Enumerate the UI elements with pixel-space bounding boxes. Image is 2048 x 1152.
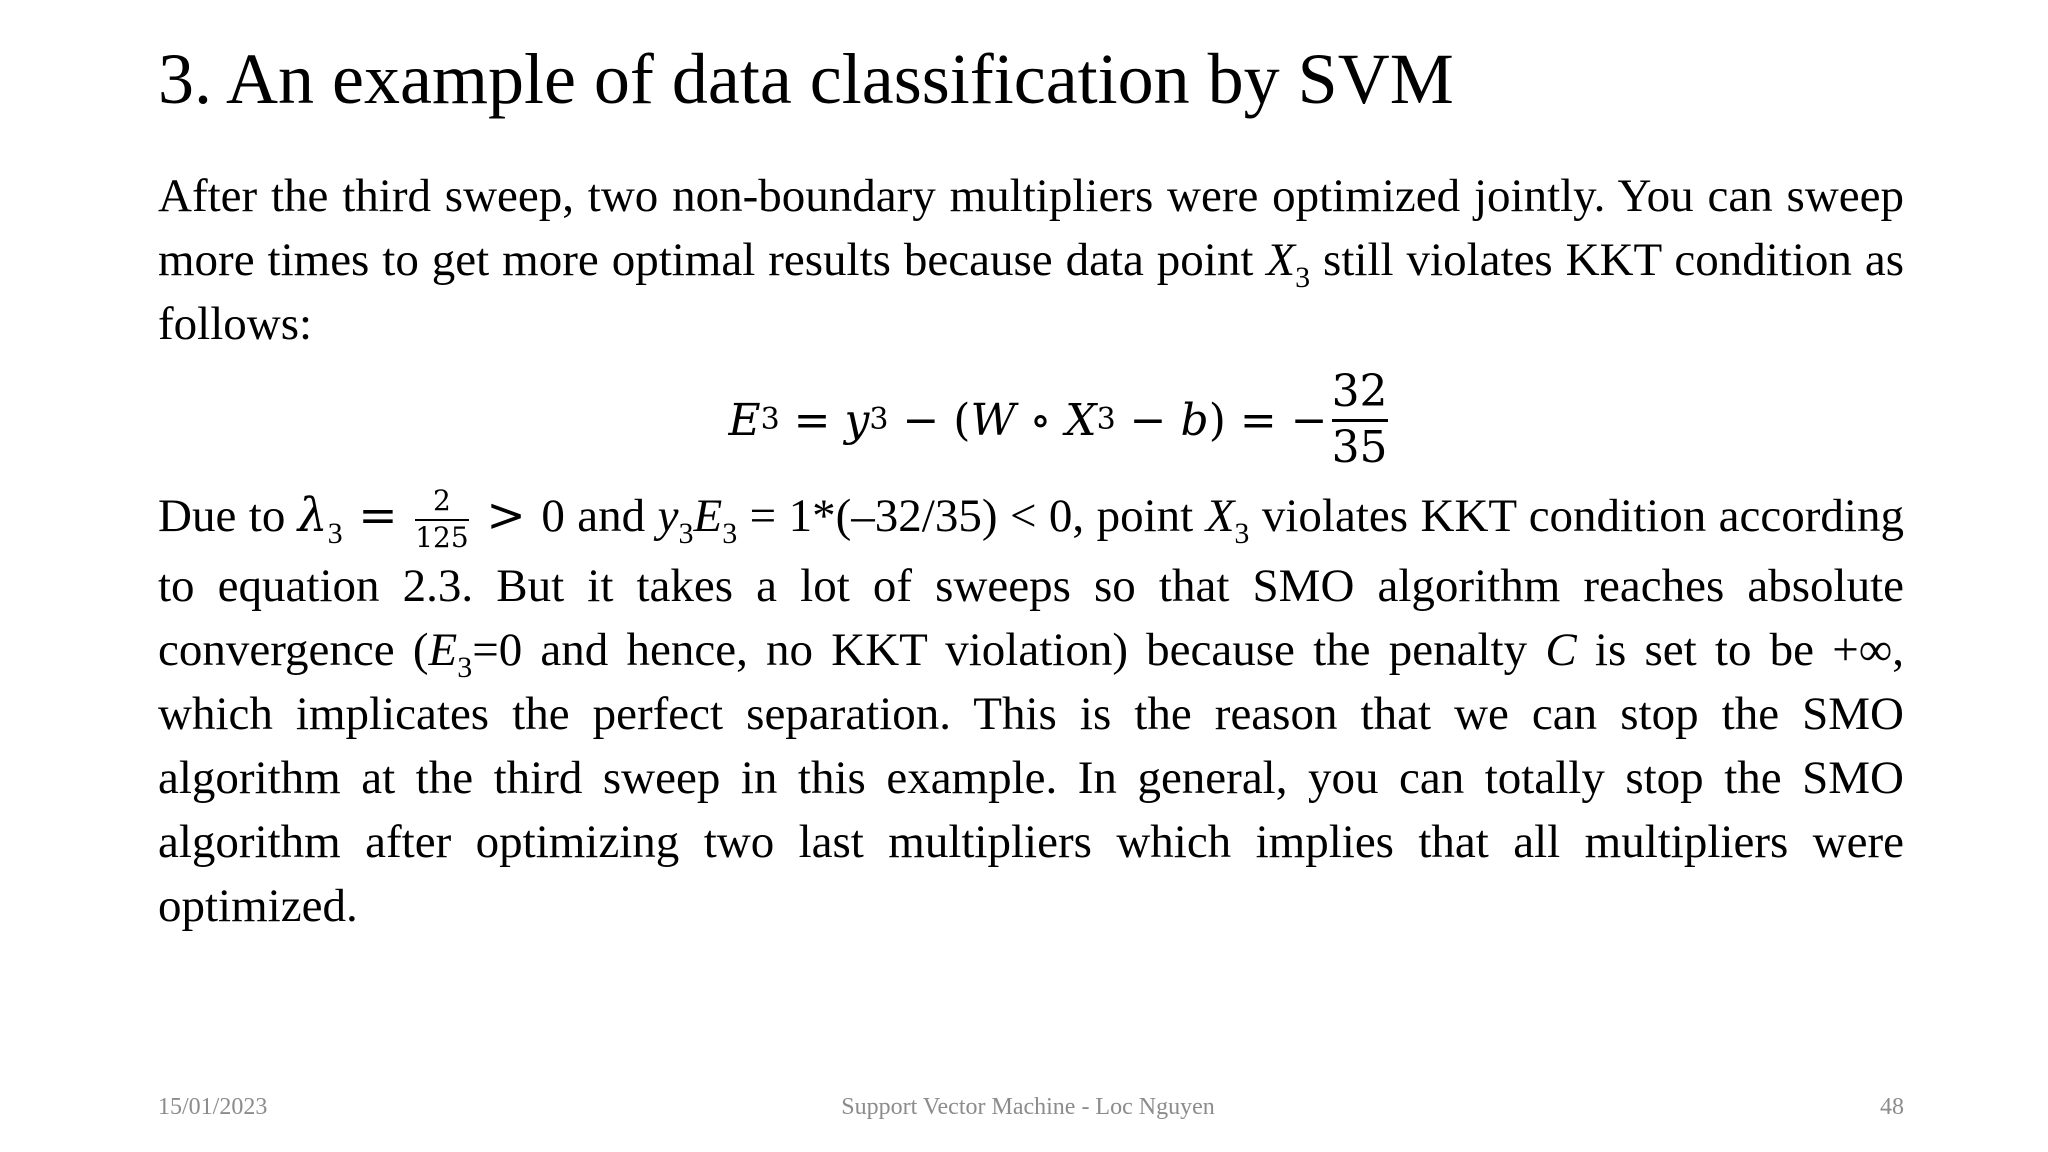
paragraph-kkt [158, 484, 1904, 938]
inline-fraction [415, 486, 468, 554]
math-lambda: λ [297, 488, 328, 543]
eq-denominator: 35 [1331, 421, 1388, 473]
variable-e: E [693, 490, 723, 542]
text-run: is set to be +∞, which implicates the perfect separation. This is the reason that we can stop the SMO algorithm at the third sweep in this example. In general, you can totally stop the SMO algorithm after optimizing two last multipliers which implies that all multipliers were optimized. [158, 624, 1904, 933]
eq-fraction [1332, 368, 1388, 472]
equation-e3 [0, 356, 2048, 484]
math-operator: = [342, 488, 414, 543]
subscript: 3 [1295, 261, 1311, 294]
eq-var-e: E [728, 394, 761, 446]
footer-date: 15/01/2023 [158, 1094, 268, 1120]
fraction-denominator: 125 [415, 521, 469, 555]
eq-var-b: b [1180, 394, 1209, 446]
page-number: 48 [1880, 1094, 1904, 1120]
text-run: still violates KKT condition as follows: [158, 234, 1904, 350]
eq-operator: − ( [888, 394, 971, 446]
variable-x: X [1266, 234, 1296, 286]
variable-x: X [1205, 490, 1235, 542]
math-operator: > [470, 488, 542, 543]
text-run: = 1*(–32/35) < 0, point [737, 490, 1206, 542]
subscript: 3 [722, 517, 738, 550]
equation-content: E 3 = y 3 − ( W ∘ X 3 − b ) = − $\frac{32}{35}$ [728, 366, 1388, 473]
eq-var-y: y [844, 394, 870, 446]
eq-operator: − [1115, 394, 1181, 446]
eq-operator: = [779, 394, 845, 446]
subscript: 3 [1234, 517, 1250, 550]
eq-var-x: X [1065, 394, 1097, 446]
text-run: 0 and [541, 490, 658, 542]
text-run: violates KKT condition according to equation 2.3. But it takes a lot of sweeps so that SMO algorithm reaches absolute convergence ( [158, 490, 1904, 677]
eq-operator: ) = − [1208, 394, 1328, 446]
text-run: After the third sweep, two non-boundary multipliers were optimized jointly. You can sweep more times to get more optimal results because data point [158, 170, 1904, 286]
footer-title: Support Vector Machine - Loc Nguyen [841, 1094, 1215, 1120]
eq-numerator: 32 [1331, 366, 1388, 418]
paragraph-intro [158, 164, 1904, 356]
eq-operator: ∘ [1015, 394, 1066, 446]
slide-title: 3. An example of data classification by SVM [158, 39, 1454, 119]
text-run: Due to [158, 490, 298, 542]
eq-var-w: W [970, 394, 1016, 446]
variable-y: y [657, 490, 679, 542]
subscript: 3 [457, 651, 473, 685]
variable-e: E [428, 624, 458, 677]
subscript: 3 [678, 517, 694, 550]
subscript: 3 [327, 517, 343, 550]
variable-c: C [1545, 624, 1577, 677]
text-run: =0 and hence, no KKT violation) because the penalty [472, 624, 1546, 677]
fraction-numerator: 2 [433, 484, 451, 518]
